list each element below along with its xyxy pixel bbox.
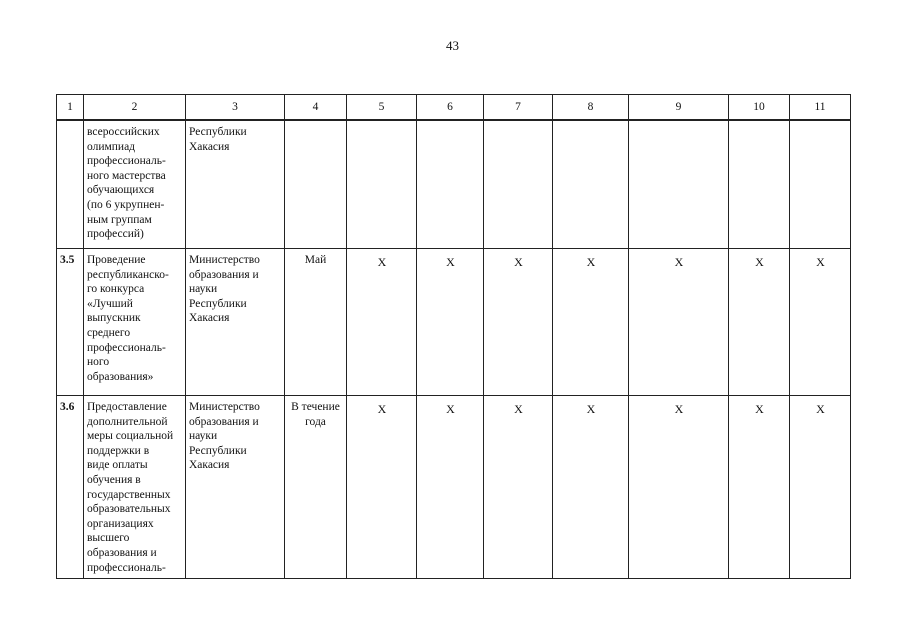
responsible-cell: Министерство образования и науки Республики Хакасия xyxy=(189,254,260,325)
table-row xyxy=(57,120,851,249)
value-cell xyxy=(729,121,789,127)
event-cell: Проведение республиканско- го конкурса «Лучший выпускник среднего профессиональ- ного образования» xyxy=(87,254,169,383)
value-cell: Х xyxy=(377,255,387,269)
row-number: 3.5 xyxy=(60,254,75,266)
table-row xyxy=(57,396,851,579)
value-cell: Х xyxy=(446,402,455,416)
header-col-5: 5 xyxy=(347,95,417,121)
value-cell xyxy=(484,121,552,127)
term-cell xyxy=(285,121,346,125)
value-cell: Х xyxy=(755,402,764,416)
value-cell: Х xyxy=(377,402,387,416)
value-cell: Х xyxy=(816,255,825,269)
value-cell: Х xyxy=(674,255,684,269)
header-col-7: 7 xyxy=(484,95,553,121)
table-row xyxy=(57,249,851,396)
value-cell xyxy=(347,121,416,127)
row-number: 3.6 xyxy=(60,401,75,413)
value-cell: Х xyxy=(446,255,455,269)
header-col-9: 9 xyxy=(629,95,729,121)
responsible-cell: Министерство образования и науки Республики Хакасия xyxy=(189,401,260,472)
header-col-11: 11 xyxy=(790,95,851,121)
value-cell xyxy=(553,121,628,127)
table-header-row xyxy=(57,95,851,121)
value-cell: Х xyxy=(755,255,764,269)
responsible-cell: Республики Хакасия xyxy=(189,126,247,153)
header-col-6: 6 xyxy=(417,95,484,121)
value-cell: Х xyxy=(586,255,596,269)
value-cell xyxy=(417,121,483,127)
event-cell: всероссийских олимпиад профессиональ- ного мастерства обучающихся (по 6 укрупнен- ным группам профессий) xyxy=(87,126,166,241)
program-table xyxy=(56,94,851,579)
value-cell: Х xyxy=(514,255,523,269)
value-cell: Х xyxy=(816,402,825,416)
term-cell: Май xyxy=(304,254,327,266)
header-col-4: 4 xyxy=(285,95,347,121)
value-cell: Х xyxy=(586,402,596,416)
value-cell: Х xyxy=(674,402,684,416)
event-cell: Предоставление дополнительной меры социальной поддержки в виде оплаты обучения в государственных образовательных организациях высшего образования и профессиональ- xyxy=(87,401,174,574)
header-col-8: 8 xyxy=(553,95,629,121)
term-cell: В течение года xyxy=(291,401,340,428)
header-col-1: 1 xyxy=(57,95,84,121)
header-col-2: 2 xyxy=(84,95,186,121)
value-cell: Х xyxy=(514,402,523,416)
page-number: 43 xyxy=(446,38,459,53)
value-cell xyxy=(629,121,728,127)
header-col-3: 3 xyxy=(186,95,285,121)
header-col-10: 10 xyxy=(729,95,790,121)
value-cell xyxy=(790,121,850,127)
row-number xyxy=(57,121,83,125)
